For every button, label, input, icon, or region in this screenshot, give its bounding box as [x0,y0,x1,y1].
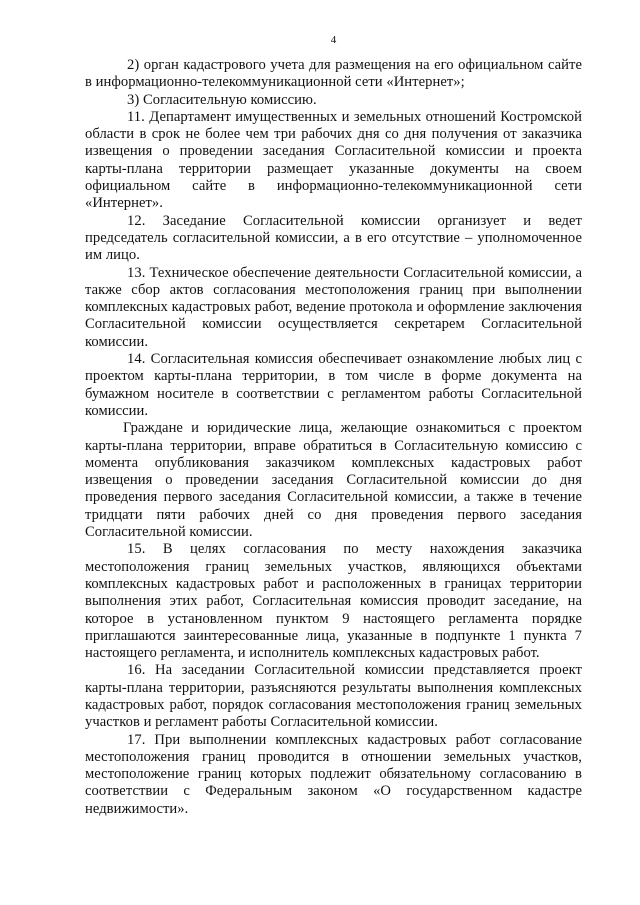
paragraph-12: 12. Заседание Согласительной комиссии организует и ведет председатель согласительной комиссии, а в его отсутствие – уполномоченное им лицо. [85,212,582,264]
paragraph-11: 11. Департамент имущественных и земельных отношений Костромской области в срок не более чем три рабочих дня со дня получения от заказчика извещения о проведении заседания Согласительной комиссии и проекта карты-плана территории размещает указанные документы на своем официальном сайте в информационно-телекоммуникационной сети «Интернет». [85,108,582,212]
paragraph-17: 17. При выполнении комплексных кадастровых работ согласование местоположения границ проводится в отношении земельных участков, местоположение границ которых подлежит обязательному согласованию в соответствии с Федеральным законом «О государственном кадастре недвижимости». [85,731,582,817]
document-body [85,57,582,818]
paragraph-14: 14. Согласительная комиссия обеспечивает ознакомление любых лиц с проектом карты-плана территории, в том числе в форме документа на бумажном носителе в соответствии с регламентом работы Согласительной комиссии. [85,351,582,419]
paragraph-13: 13. Техническое обеспечение деятельности Согласительной комиссии, а также сбор актов согласования местоположения границ при выполнении комплексных кадастровых работ, ведение протокола и оформление заключения Согласительной комиссии осуществляется секретарем Согласительной комиссии. [85,264,582,350]
paragraph-item-2: 2) орган кадастрового учета для размещения на его официальном сайте в информационно-телекоммуникационной сети «Интернет»; [85,57,582,91]
paragraph-14-continuation: Граждане и юридические лица, желающие ознакомиться с проектом карты-плана территории, вправе обратиться в Согласительную комиссию с момента опубликования заказчиком комплексных кадастровых работ извещения о проведении заседания Согласительной комиссии до дня проведения первого заседания Согласительной комиссии, а также в течение тридцати пяти рабочих дней со дня проведения первого заседания Согласительной комиссии. [85,420,582,541]
paragraph-item-3: 3) Согласительную комиссию. [127,91,317,108]
page-number: 4 [330,34,337,46]
paragraph-15: 15. В целях согласования по месту нахождения заказчика местоположения границ земельных участков, являющихся объектами комплексных кадастровых работ и расположенных в границах территории выполнения этих работ, Согласительная комиссия проводит заседание, на которое в установленном пунктом 9 настоящего регламента порядке приглашаются заинтересованные лица, указанные в подпункте 1 пункта 7 настоящего регламента, и исполнитель комплексных кадастровых работ. [85,541,582,662]
paragraph-16: 16. На заседании Согласительной комиссии представляется проект карты-плана территории, разъясняются результаты выполнения комплексных кадастровых работ, порядок согласования местоположения границ земельных участков и регламент работы Согласительной комиссии. [85,662,582,731]
